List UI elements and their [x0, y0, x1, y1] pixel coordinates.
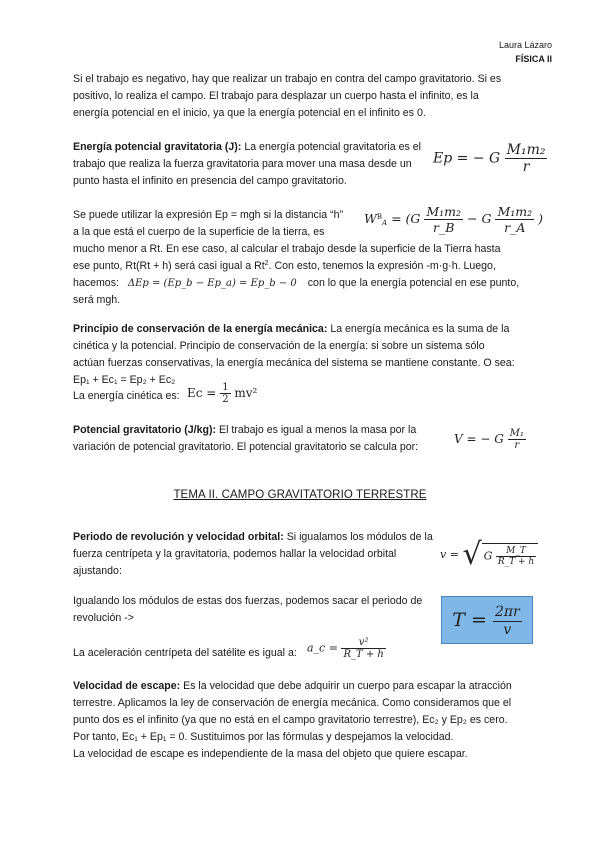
mgh-paragraph-bottom	[73, 241, 527, 309]
periodo-heading: Periodo de revolución y velocidad orbital:	[73, 531, 284, 543]
intro-paragraph	[73, 71, 527, 122]
formula-work-num1: M₁m₂	[426, 204, 462, 219]
energia-potencial-text: punto hasta el infinito en presencia del campo gravitatorio.	[73, 175, 347, 187]
formula-work-den2: r_A	[504, 220, 526, 235]
escape-text: La velocidad de escape es independiente de la masa del objeto que quiere escapar.	[73, 748, 468, 760]
energia-potencial-text: La energía potencial gravitatoria es el	[244, 141, 422, 153]
formula-work-den1: r_B	[432, 220, 455, 235]
conservacion-text: cinética y la potencial. Principio de conservación de la energía: si sobre un sistema sólo	[73, 340, 485, 352]
formula-ec	[187, 382, 257, 405]
intro-line: positivo, lo realiza el campo. El trabajo para desplazar un cuerpo hasta el infinito, es la	[73, 90, 479, 102]
formula-work-minus: − G	[467, 211, 492, 226]
formula-ec-den: 2	[222, 394, 229, 405]
formula-v-den: r	[514, 440, 520, 451]
periodo-second-paragraph	[73, 593, 437, 627]
conservacion-equation: Ep₁ + Ec₁ = Ep₂ + Ec₂	[73, 374, 176, 386]
periodo-text: fuerza centrípeta y la gravitatoria, podemos hallar la velocidad orbital	[73, 548, 397, 560]
potencial-text: variación de potencial gravitatorio. El potencial gravitatorio se calcula por:	[73, 441, 419, 453]
periodo-text: Si igualamos los módulos de la	[286, 531, 433, 543]
mgh-line-b: . Con esto, tenemos la expresión -m·g·h. Luego,	[268, 260, 496, 272]
formula-delta-ep: ΔEp = (Ep_b − Ep_a) = Ep_b − 0	[127, 278, 297, 289]
formula-period-den: v	[503, 621, 512, 638]
mgh-paragraph-top	[73, 207, 363, 241]
mgh-line-sup: 2	[264, 260, 269, 267]
formula-work-num2: M₁m₂	[497, 204, 533, 219]
aceleracion-label: La aceleración centrípeta del satélite es igual a:	[73, 647, 297, 659]
formula-period-box	[441, 596, 533, 644]
subject-name: FÍSICA II	[515, 54, 552, 64]
potencial-text: El trabajo es igual a menos la masa por la	[219, 424, 417, 436]
formula-orbital-lhs: v =	[440, 548, 459, 561]
escape-text: terrestre. Aplicamos la ley de conservación de energía mecánica. Como consideramos que el	[73, 697, 512, 709]
formula-orbital-g: G	[483, 549, 493, 563]
formula-work-close: )	[538, 211, 544, 226]
formula-orbital-den: R_T + h	[497, 557, 535, 567]
sqrt-icon: √	[462, 537, 482, 572]
formula-ep-num: M₁m₂	[506, 142, 546, 158]
conservacion-text: La energía mecánica es la suma de la	[330, 323, 510, 335]
formula-centripetal-den: R_T + h	[343, 649, 384, 660]
formula-centripetal-lhs: a_c =	[307, 641, 338, 655]
mgh-line: será mgh.	[73, 294, 121, 306]
energia-potencial-text: trabajo que realiza la fuerza gravitatoria para mover una masa desde un	[73, 158, 412, 170]
formula-centripetal-num: v²	[341, 637, 385, 649]
mgh-line: Se puede utilizar la expresión Ep = mgh si la distancia “h”	[73, 209, 343, 221]
intro-line: energía potencial en el inicio, ya que la energía potencial en el infinito es 0.	[73, 107, 426, 119]
formula-period-lhs: T =	[452, 609, 487, 631]
escape-heading: Velocidad de escape:	[73, 680, 181, 692]
conservacion-text: actúan fuerzas conservativas, la energía mecánica del sistema se mantiene constante. O sea:	[73, 357, 515, 369]
escape-text: punto dos es el infinito (ya que no está en el campo gravitatorio terrestre), Ec₂ y Ep₂ es cero.	[73, 714, 508, 726]
section-title: TEMA II. CAMPO GRAVITATORIO TERRESTRE	[173, 489, 427, 501]
formula-work-eq: = (G	[391, 211, 421, 226]
periodo-text: ajustando:	[73, 565, 122, 577]
mgh-line-hacemos: hacemos:	[73, 277, 119, 289]
formula-centripetal	[307, 637, 386, 660]
page-header	[499, 38, 552, 66]
author-name: Laura Lázaro	[498, 40, 552, 50]
periodo-text: revolución ->	[73, 612, 134, 624]
formula-orbital-num: M_T	[496, 546, 536, 557]
escape-text: Por tanto, Ec₁ + Ep₁ = 0. Sustituimos por las fórmulas y despejamos la velocidad.	[73, 731, 454, 743]
formula-work: $W^B_A = (G$ $\frac{\text{M₁m₂}}{r\_B}$ − G $\frac{\text{M₁m₂}}{r\_A}$ )	[364, 204, 544, 235]
formula-ep-lhs: Ep = − G	[433, 150, 501, 167]
mgh-line: mucho menor a Rt. En ese caso, al calcular el trabajo desde la superficie de la Tierra hasta	[73, 243, 501, 255]
mgh-line-a: ese punto, Rt(Rt + h) será casi igual a Rt	[73, 260, 265, 272]
formula-orbital-velocity	[440, 537, 538, 572]
formula-ec-rhs: mv²	[234, 386, 258, 400]
conservacion-heading: Principio de conservación de la energía mecánica:	[73, 323, 328, 335]
formula-v-lhs: V = − G	[454, 432, 504, 446]
energia-potencial-paragraph	[73, 139, 433, 190]
intro-line: Si el trabajo es negativo, hay que realizar un trabajo en contra del campo gravitatorio. Si es	[73, 73, 502, 85]
potencial-paragraph	[73, 422, 425, 456]
formula-v	[454, 428, 526, 451]
periodo-paragraph	[73, 529, 437, 580]
potencial-heading: Potencial gravitatorio (J/kg):	[73, 424, 217, 436]
formula-period-num: 2πr	[494, 603, 520, 620]
formula-work-lhs: W	[364, 211, 377, 226]
formula-ep-den: r	[522, 159, 530, 175]
formula-ep	[433, 142, 547, 175]
periodo-text: Igualando los módulos de estas dos fuerzas, podemos sacar el periodo de	[73, 595, 423, 607]
escape-text: Es la velocidad que debe adquirir un cuerpo para escapar la atracción	[183, 680, 512, 692]
escape-paragraph	[73, 678, 527, 763]
energia-potencial-heading: Energía potencial gravitatoria (J):	[73, 141, 242, 153]
mgh-line-rest: con lo que la energía potencial en ese punto,	[307, 277, 520, 289]
formula-ec-num: 1	[222, 382, 229, 393]
formula-v-num: M₁	[509, 428, 524, 439]
formula-ec-lhs: Ec =	[187, 386, 217, 400]
cinetica-label: La energía cinética es:	[73, 390, 180, 402]
mgh-line: a la que está el cuerpo de la superficie de la tierra, es	[73, 226, 325, 238]
conservacion-paragraph	[73, 321, 527, 389]
